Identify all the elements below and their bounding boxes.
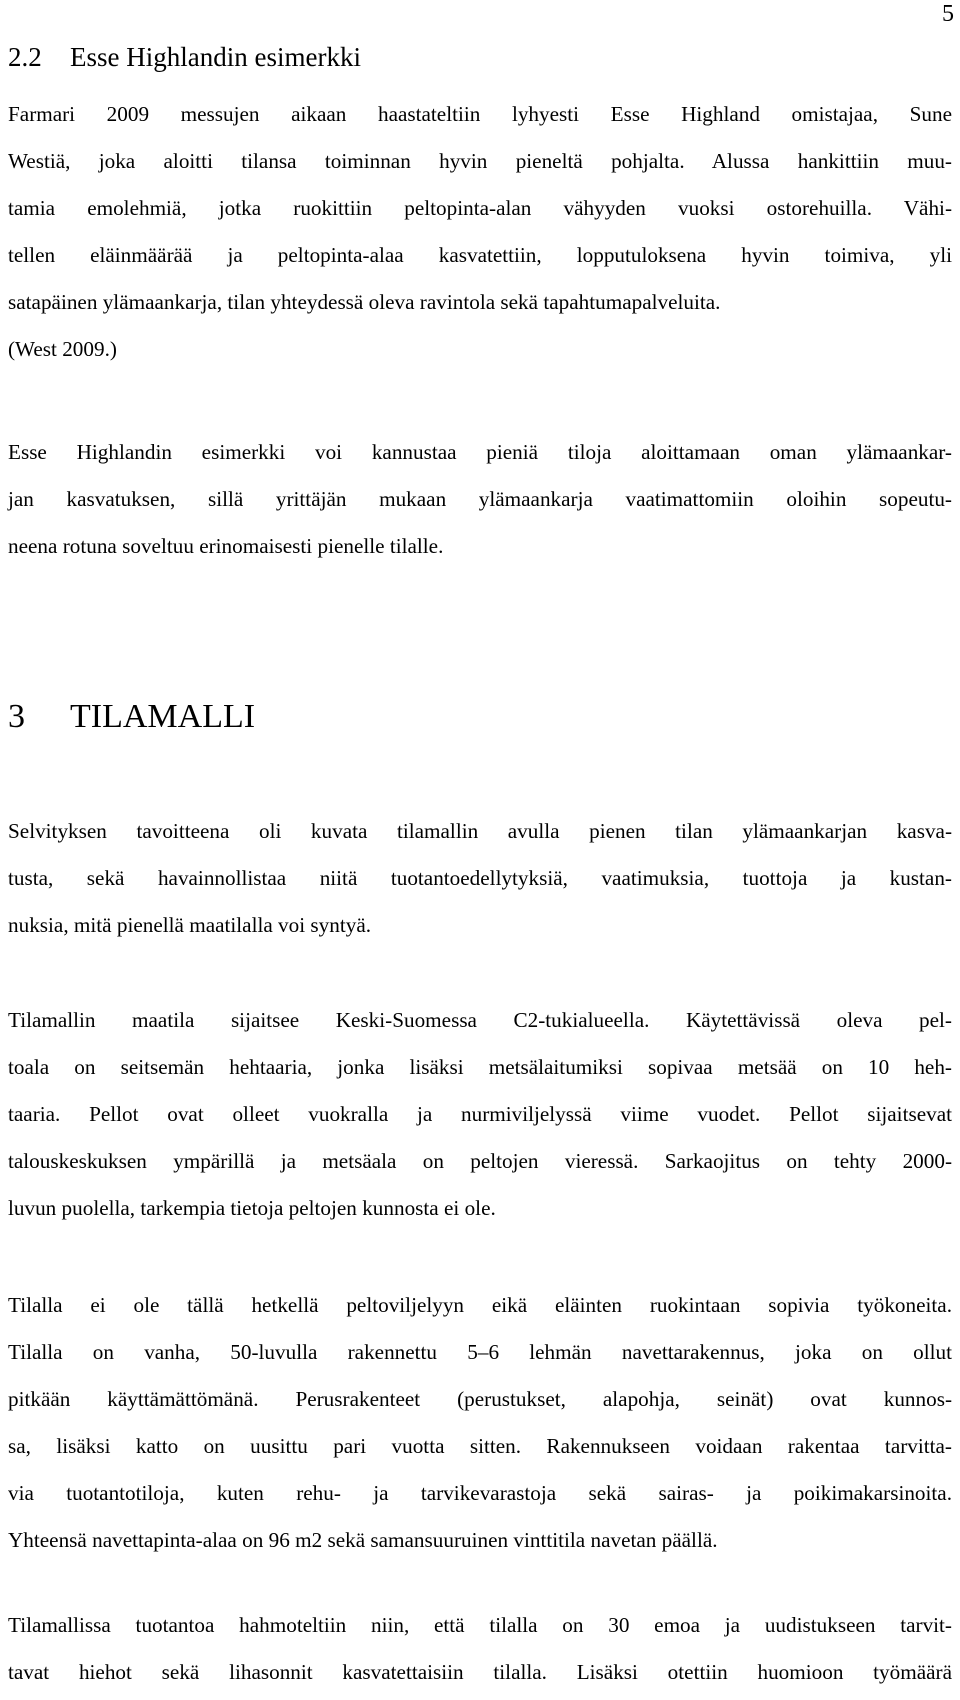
text-line: tellen eläinmäärää ja peltopinta-alaa kasvatettiin, lopputuloksena hyvin toimiva, yli <box>8 243 952 267</box>
section-number: 2.2 <box>8 42 42 72</box>
paragraph <box>8 91 952 373</box>
text-line: Yhteensä navettapinta-alaa on 96 m2 sekä samansuuruinen vinttitila navetan päällä. <box>8 1528 718 1552</box>
paragraph <box>8 429 952 570</box>
page-number: 5 <box>942 1 954 27</box>
chapter-number: 3 <box>8 698 25 735</box>
section-title: Esse Highlandin esimerkki <box>70 42 361 72</box>
chapter-title: TILAMALLI <box>70 698 256 735</box>
text-line: nuksia, mitä pienellä maatilalla voi syntyä. <box>8 913 372 937</box>
text-line: Tilamallin maatila sijaitsee Keski-Suomessa C2-tukialueella. Käytettävissä oleva pel- <box>8 1008 952 1032</box>
text-line: tusta, sekä havainnollistaa niitä tuotantoedellytyksiä, vaatimuksia, tuottoja ja kustan- <box>8 866 952 890</box>
paragraph <box>8 808 952 949</box>
text-line: tamia emolehmiä, jotka ruokittiin peltopinta-alan vähyyden vuoksi ostorehuilla. Vähi- <box>8 196 952 220</box>
paragraph <box>8 997 952 1232</box>
text-line: toala on seitsemän hehtaaria, jonka lisäksi metsälaitumiksi sopivaa metsää on 10 heh- <box>8 1055 952 1079</box>
text-line: via tuotantotiloja, kuten rehu- ja tarvikevarastoja sekä sairas- ja poikimakarsinoita. <box>8 1481 952 1505</box>
text-line: jan kasvatuksen, sillä yrittäjän mukaan ylämaankarja vaatimattomiin oloihin sopeutu- <box>8 487 952 511</box>
text-line: Selvityksen tavoitteena oli kuvata tilamallin avulla pienen tilan ylämaankarjan kasva- <box>8 819 952 843</box>
text-line: Westiä, joka aloitti tilansa toiminnan hyvin pieneltä pohjalta. Alussa hankittiin muu- <box>8 149 952 173</box>
text-line: pitkään käyttämättömänä. Perusrakenteet (perustukset, alapohja, seinät) ovat kunnos- <box>8 1387 952 1411</box>
text-line: Tilalla ei ole tällä hetkellä peltoviljelyyn eikä eläinten ruokintaan sopivia työkoneita. <box>8 1293 952 1317</box>
text-line: Esse Highlandin esimerkki voi kannustaa pieniä tiloja aloittamaan oman ylämaankar- <box>8 440 952 464</box>
text-line: Farmari 2009 messujen aikaan haastateltiin lyhyesti Esse Highland omistajaa, Sune <box>8 102 952 126</box>
text-line: satapäinen ylämaankarja, tilan yhteydessä oleva ravintola sekä tapahtumapalveluita. <box>8 290 721 314</box>
text-line: sa, lisäksi katto on uusittu pari vuotta sitten. Rakennukseen voidaan rakentaa tarvitta- <box>8 1434 952 1458</box>
text-line: luvun puolella, tarkempia tietoja peltojen kunnosta ei ole. <box>8 1196 496 1220</box>
text-line: neena rotuna soveltuu erinomaisesti pienelle tilalle. <box>8 534 444 558</box>
chapter-heading-3 <box>8 698 255 736</box>
text-line: tavat hiehot sekä lihasonnit kasvatettaisiin tilalla. Lisäksi otettiin huomioon työmäärä <box>8 1660 952 1684</box>
text-line: Tilalla on vanha, 50-luvulla rakennettu 5–6 lehmän navettarakennus, joka on ollut <box>8 1340 952 1364</box>
paragraph <box>8 1282 952 1564</box>
paragraph <box>8 1602 952 1696</box>
text-line: talouskeskuksen ympärillä ja metsäala on peltojen vieressä. Sarkaojitus on tehty 2000- <box>8 1149 952 1173</box>
text-line: Tilamallissa tuotantoa hahmoteltiin niin, että tilalla on 30 emoa ja uudistukseen tarvit- <box>8 1613 952 1637</box>
text-line: (West 2009.) <box>8 337 117 361</box>
section-heading-2-2 <box>8 42 361 73</box>
text-line: taaria. Pellot ovat olleet vuokralla ja nurmiviljelyssä viime vuodet. Pellot sijaitsevat <box>8 1102 952 1126</box>
